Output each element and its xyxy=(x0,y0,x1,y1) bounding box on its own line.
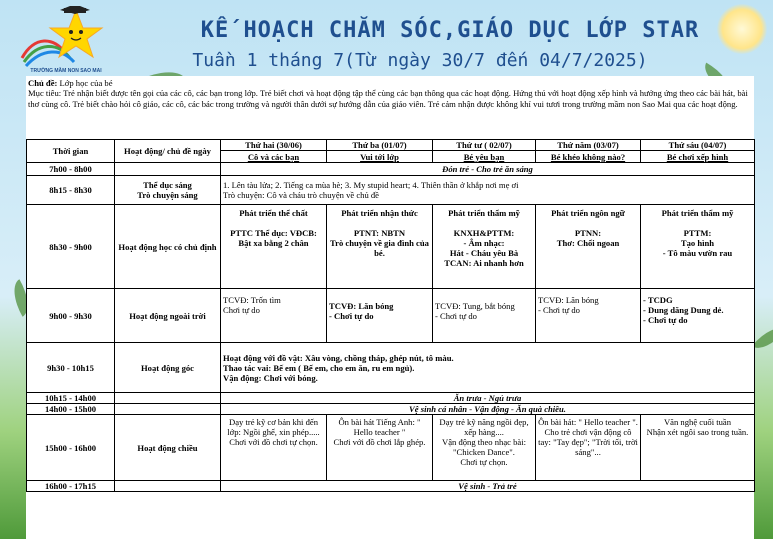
day-theme: Vui tới lớp xyxy=(327,151,433,163)
topic-block xyxy=(28,78,750,109)
day-header: Thứ tư ( 02/07) xyxy=(433,140,536,151)
activity-cell: Hoạt động ngoài trời xyxy=(115,289,221,343)
activity-cell: Hoạt động chiều xyxy=(115,415,221,481)
logo-text: TRƯỜNG MẦM NON SAO MAI xyxy=(30,68,102,74)
day-header: Thứ hai (30/06) xyxy=(221,140,327,151)
table-row xyxy=(27,393,755,404)
outdoor-cell: TCVĐ: Lăn bóng - Chơi tự do xyxy=(536,289,641,343)
star-mascot-icon xyxy=(14,6,118,76)
day-theme: Bé khéo không nào? xyxy=(536,151,641,163)
lesson-cell xyxy=(327,205,433,289)
routine-cell: Vệ sinh cá nhân - Vận động - Ăn quà chiều. xyxy=(221,404,755,415)
corner-line: Thao tác vai: Bế em ( Bế em, cho em ăn, ru em ngủ). xyxy=(223,362,415,373)
development-area: Phát triển thẩm mỹ xyxy=(448,208,520,218)
time-cell: 15h00 - 16h00 xyxy=(27,415,115,481)
table-row xyxy=(27,205,755,289)
routine-cell: Đón trẻ - Cho trẻ ăn sáng xyxy=(221,163,755,176)
schedule-table xyxy=(26,139,755,492)
table-row xyxy=(27,404,755,415)
time-cell: 8h15 - 8h30 xyxy=(27,176,115,205)
page-title: KẾ HOẠCH CHĂM SÓC,GIÁO DỤC LỚP STAR xyxy=(200,18,700,43)
time-cell: 9h00 - 9h30 xyxy=(27,289,115,343)
morning-exercise-cell xyxy=(221,176,755,205)
lesson-cell xyxy=(536,205,641,289)
routine-cell: Vệ sinh - Trả trẻ xyxy=(221,481,755,492)
lesson-content: PTNN: Thơ: Chổi ngoan xyxy=(556,228,620,248)
routine-cell: Ăn trưa - Ngủ trưa xyxy=(221,393,755,404)
time-cell: 14h00 - 15h00 xyxy=(27,404,115,415)
time-cell: 10h15 - 14h00 xyxy=(27,393,115,404)
table-row xyxy=(27,481,755,492)
time-cell: 8h30 - 9h00 xyxy=(27,205,115,289)
table-row xyxy=(27,163,755,176)
development-area: Phát triển ngôn ngữ xyxy=(551,208,625,218)
table-row xyxy=(27,415,755,481)
outdoor-cell: TCVĐ: Trốn tìm Chơi tự do xyxy=(221,289,327,343)
development-area: Phát triển thẩm mỹ xyxy=(661,208,734,218)
sun-decoration xyxy=(717,4,767,54)
afternoon-cell: Văn nghệ cuối tuần Nhận xét ngôi sao trong tuần. xyxy=(641,415,755,481)
plan-panel xyxy=(26,76,754,539)
lesson-cell xyxy=(641,205,755,289)
table-row xyxy=(27,289,755,343)
outdoor-cell: TCVĐ: Lăn bóng - Chơi tự do xyxy=(327,289,433,343)
lesson-content: PTTM: Tạo hình - Tô màu vườn rau xyxy=(662,228,733,258)
afternoon-cell: Ôn bài hát Tiếng Anh: " Hello teacher " Chơi với đồ chơi lắp ghép. xyxy=(327,415,433,481)
topic-goal: Mục tiêu: Trẻ nhận biết được tên gọi của các cô, các bạn trong lớp. Trẻ biết chơi và hoạt động tập thể cùng các bạn thông qua các hoạt động. Hứng thú với hoạt động xếp hình và hưởng ứng theo các bài hát, bài thơ cùng cô. Trẻ biết chào hỏi cô giáo, các cô, các bác trong trường và người thân dưới sự hướng dẫn của giáo viên. Trẻ cảm nhận được không khí vui tươi trong trường mầm non Sao Mai qua các hoạt động. xyxy=(28,88,748,109)
corner-activity-cell xyxy=(221,343,755,393)
activity-cell: Hoạt động góc xyxy=(115,343,221,393)
lesson-cell xyxy=(433,205,536,289)
topic-name: Lớp học của bé xyxy=(59,78,113,88)
page-subtitle: Tuần 1 tháng 7(Từ ngày 30/7 đến 04/7/2025) xyxy=(192,50,648,71)
lesson-content: PTTC Thể dục: VĐCB: Bật xa bằng 2 chân xyxy=(230,228,317,248)
topic-line xyxy=(28,78,750,88)
day-header: Thứ ba (01/07) xyxy=(327,140,433,151)
time-cell: 7h00 - 8h00 xyxy=(27,163,115,176)
development-area: Phát triển thể chất xyxy=(239,208,308,218)
lesson-content: KNXH&PTTM: - Âm nhạc: Hát - Cháu yêu Bà TCAN: Ai nhanh hơn xyxy=(444,228,524,268)
lesson-cell xyxy=(221,205,327,289)
lesson-content: PTNT: NBTN Trò chuyện về gia đình của bé. xyxy=(330,228,429,258)
table-row xyxy=(27,343,755,393)
day-theme: Bé yêu bạn xyxy=(433,151,536,163)
development-area: Phát triển nhận thức xyxy=(341,208,418,218)
morning-talk: Trò chuyện: Cô và cháu trò chuyện về chủ đề xyxy=(223,190,380,200)
day-header: Thứ sáu (04/07) xyxy=(641,140,755,151)
header-row-days xyxy=(27,140,755,151)
outdoor-cell: TCVĐ: Tung, bắt bóng - Chơi tự do xyxy=(433,289,536,343)
school-logo xyxy=(14,6,118,76)
exercise-songs: 1. Lên tàu lửa; 2. Tiếng ca mùa hè; 3. My stupid heart; 4. Thiên thần ở khắp nơi mẹ ơi xyxy=(223,180,519,190)
outdoor-cell: - TCDG - Dung dăng Dung dẻ. - Chơi tự do xyxy=(641,289,755,343)
table-row xyxy=(27,176,755,205)
time-header: Thời gian xyxy=(27,140,115,163)
activity-cell: Hoạt động học có chủ định xyxy=(115,205,221,289)
corner-line: Vận động: Chơi với bóng. xyxy=(223,372,318,383)
time-cell: 16h00 - 17h15 xyxy=(27,481,115,492)
corner-line: Hoạt động với đồ vật: Xâu vòng, chồng tháp, ghép nút, tô màu. xyxy=(223,352,454,363)
topic-label: Chủ đề: xyxy=(28,78,58,88)
afternoon-cell: Ôn bài hát: " Hello teacher ". Cho trẻ chơi vận động cô tay: "Tay đẹp"; "Trời tối, trời sáng"... xyxy=(536,415,641,481)
activity-cell: Thể dục sáng Trò chuyện sáng xyxy=(115,176,221,205)
day-theme: Bé chơi xếp hình xyxy=(641,151,755,163)
day-header: Thứ năm (03/07) xyxy=(536,140,641,151)
day-theme: Cô và các bạn xyxy=(221,151,327,163)
activity-header: Hoạt động/ chủ đề ngày xyxy=(115,140,221,163)
afternoon-cell: Dạy trẻ kỹ năng ngồi đẹp, xếp hàng.... Vận động theo nhạc bài: "Chicken Dance". Chơi tự chọn. xyxy=(433,415,536,481)
time-cell: 9h30 - 10h15 xyxy=(27,343,115,393)
afternoon-cell: Dạy trẻ kỹ cơ bản khi đến lớp: Ngồi ghế, xin phép..... Chơi với đồ chơi tự chọn. xyxy=(221,415,327,481)
